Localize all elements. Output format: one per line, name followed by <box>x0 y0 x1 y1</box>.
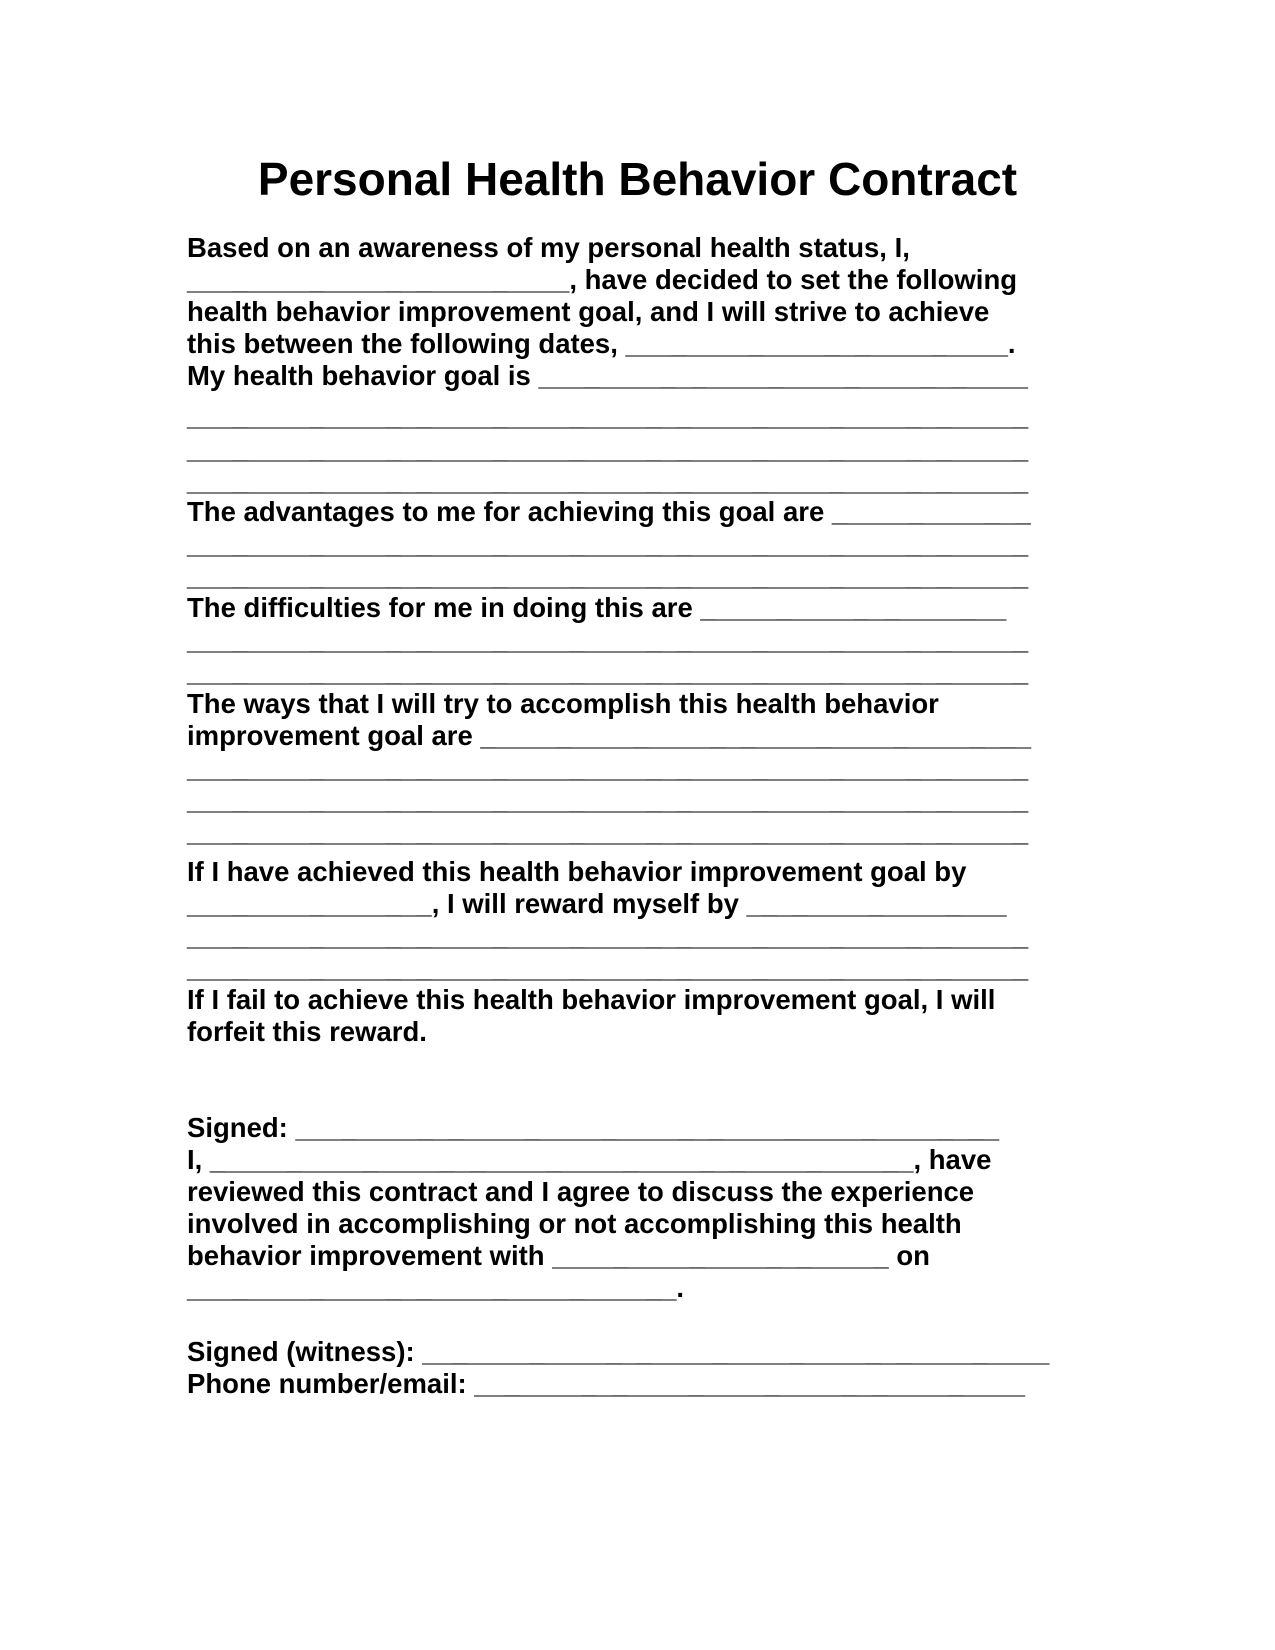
ways-blank-2: _______________________________________________________ <box>187 784 1029 815</box>
advantages-blank-1: _______________________________________________________ <box>187 528 1029 559</box>
ways-blank-1: _______________________________________________________ <box>187 752 1029 783</box>
intro-line-3: health behavior improvement goal, and I will strive to achieve <box>187 296 990 327</box>
difficulties-line: The difficulties for me in doing this are ____________________ <box>187 592 1007 623</box>
phone-email-line: Phone number/email: ____________________________________ <box>187 1368 1025 1399</box>
intro-line-1: Based on an awareness of my personal health status, I, <box>187 232 910 263</box>
intro-line-2: _________________________, have decided to set the following <box>187 264 1018 295</box>
page-title: Personal Health Behavior Contract <box>257 153 1018 205</box>
ways-line-2: improvement goal are ____________________________________ <box>187 720 1032 751</box>
reward-blank-1: _______________________________________________________ <box>187 920 1029 951</box>
signed-line: Signed: ______________________________________________ <box>187 1112 1000 1143</box>
review-line-2: reviewed this contract and I agree to discuss the experience <box>187 1176 975 1207</box>
witness-signed-line: Signed (witness): _________________________________________ <box>187 1336 1050 1367</box>
goal-blank-2: _______________________________________________________ <box>187 433 1029 464</box>
goal-blank-1: _______________________________________________________ <box>187 400 1029 431</box>
difficulties-blank-2: _______________________________________________________ <box>187 656 1029 687</box>
reward-line-1: If I have achieved this health behavior improvement goal by <box>187 856 967 887</box>
forfeit-line-2: forfeit this reward. <box>187 1016 427 1047</box>
goal-blank-3: _______________________________________________________ <box>187 465 1029 496</box>
ways-line-1: The ways that I will try to accomplish this health behavior <box>187 688 939 719</box>
review-line-5: ________________________________. <box>187 1272 685 1303</box>
review-line-1: I, ______________________________________________, have <box>187 1144 992 1175</box>
goal-line: My health behavior goal is ________________________________ <box>187 360 1028 391</box>
review-line-3: involved in accomplishing or not accomplishing this health <box>187 1208 962 1239</box>
reward-blank-2: _______________________________________________________ <box>187 952 1029 983</box>
reward-line-2: ________________, I will reward myself by _________________ <box>187 888 1007 919</box>
ways-blank-3: _______________________________________________________ <box>187 816 1029 847</box>
intro-line-4: this between the following dates, _________________________. <box>187 328 1016 359</box>
advantages-line: The advantages to me for achieving this goal are _____________ <box>187 496 1031 527</box>
review-line-4: behavior improvement with ______________________ on <box>187 1240 930 1271</box>
forfeit-line-1: If I fail to achieve this health behavior improvement goal, I will <box>187 984 996 1015</box>
advantages-blank-2: _______________________________________________________ <box>187 560 1029 591</box>
difficulties-blank-1: _______________________________________________________ <box>187 624 1029 655</box>
